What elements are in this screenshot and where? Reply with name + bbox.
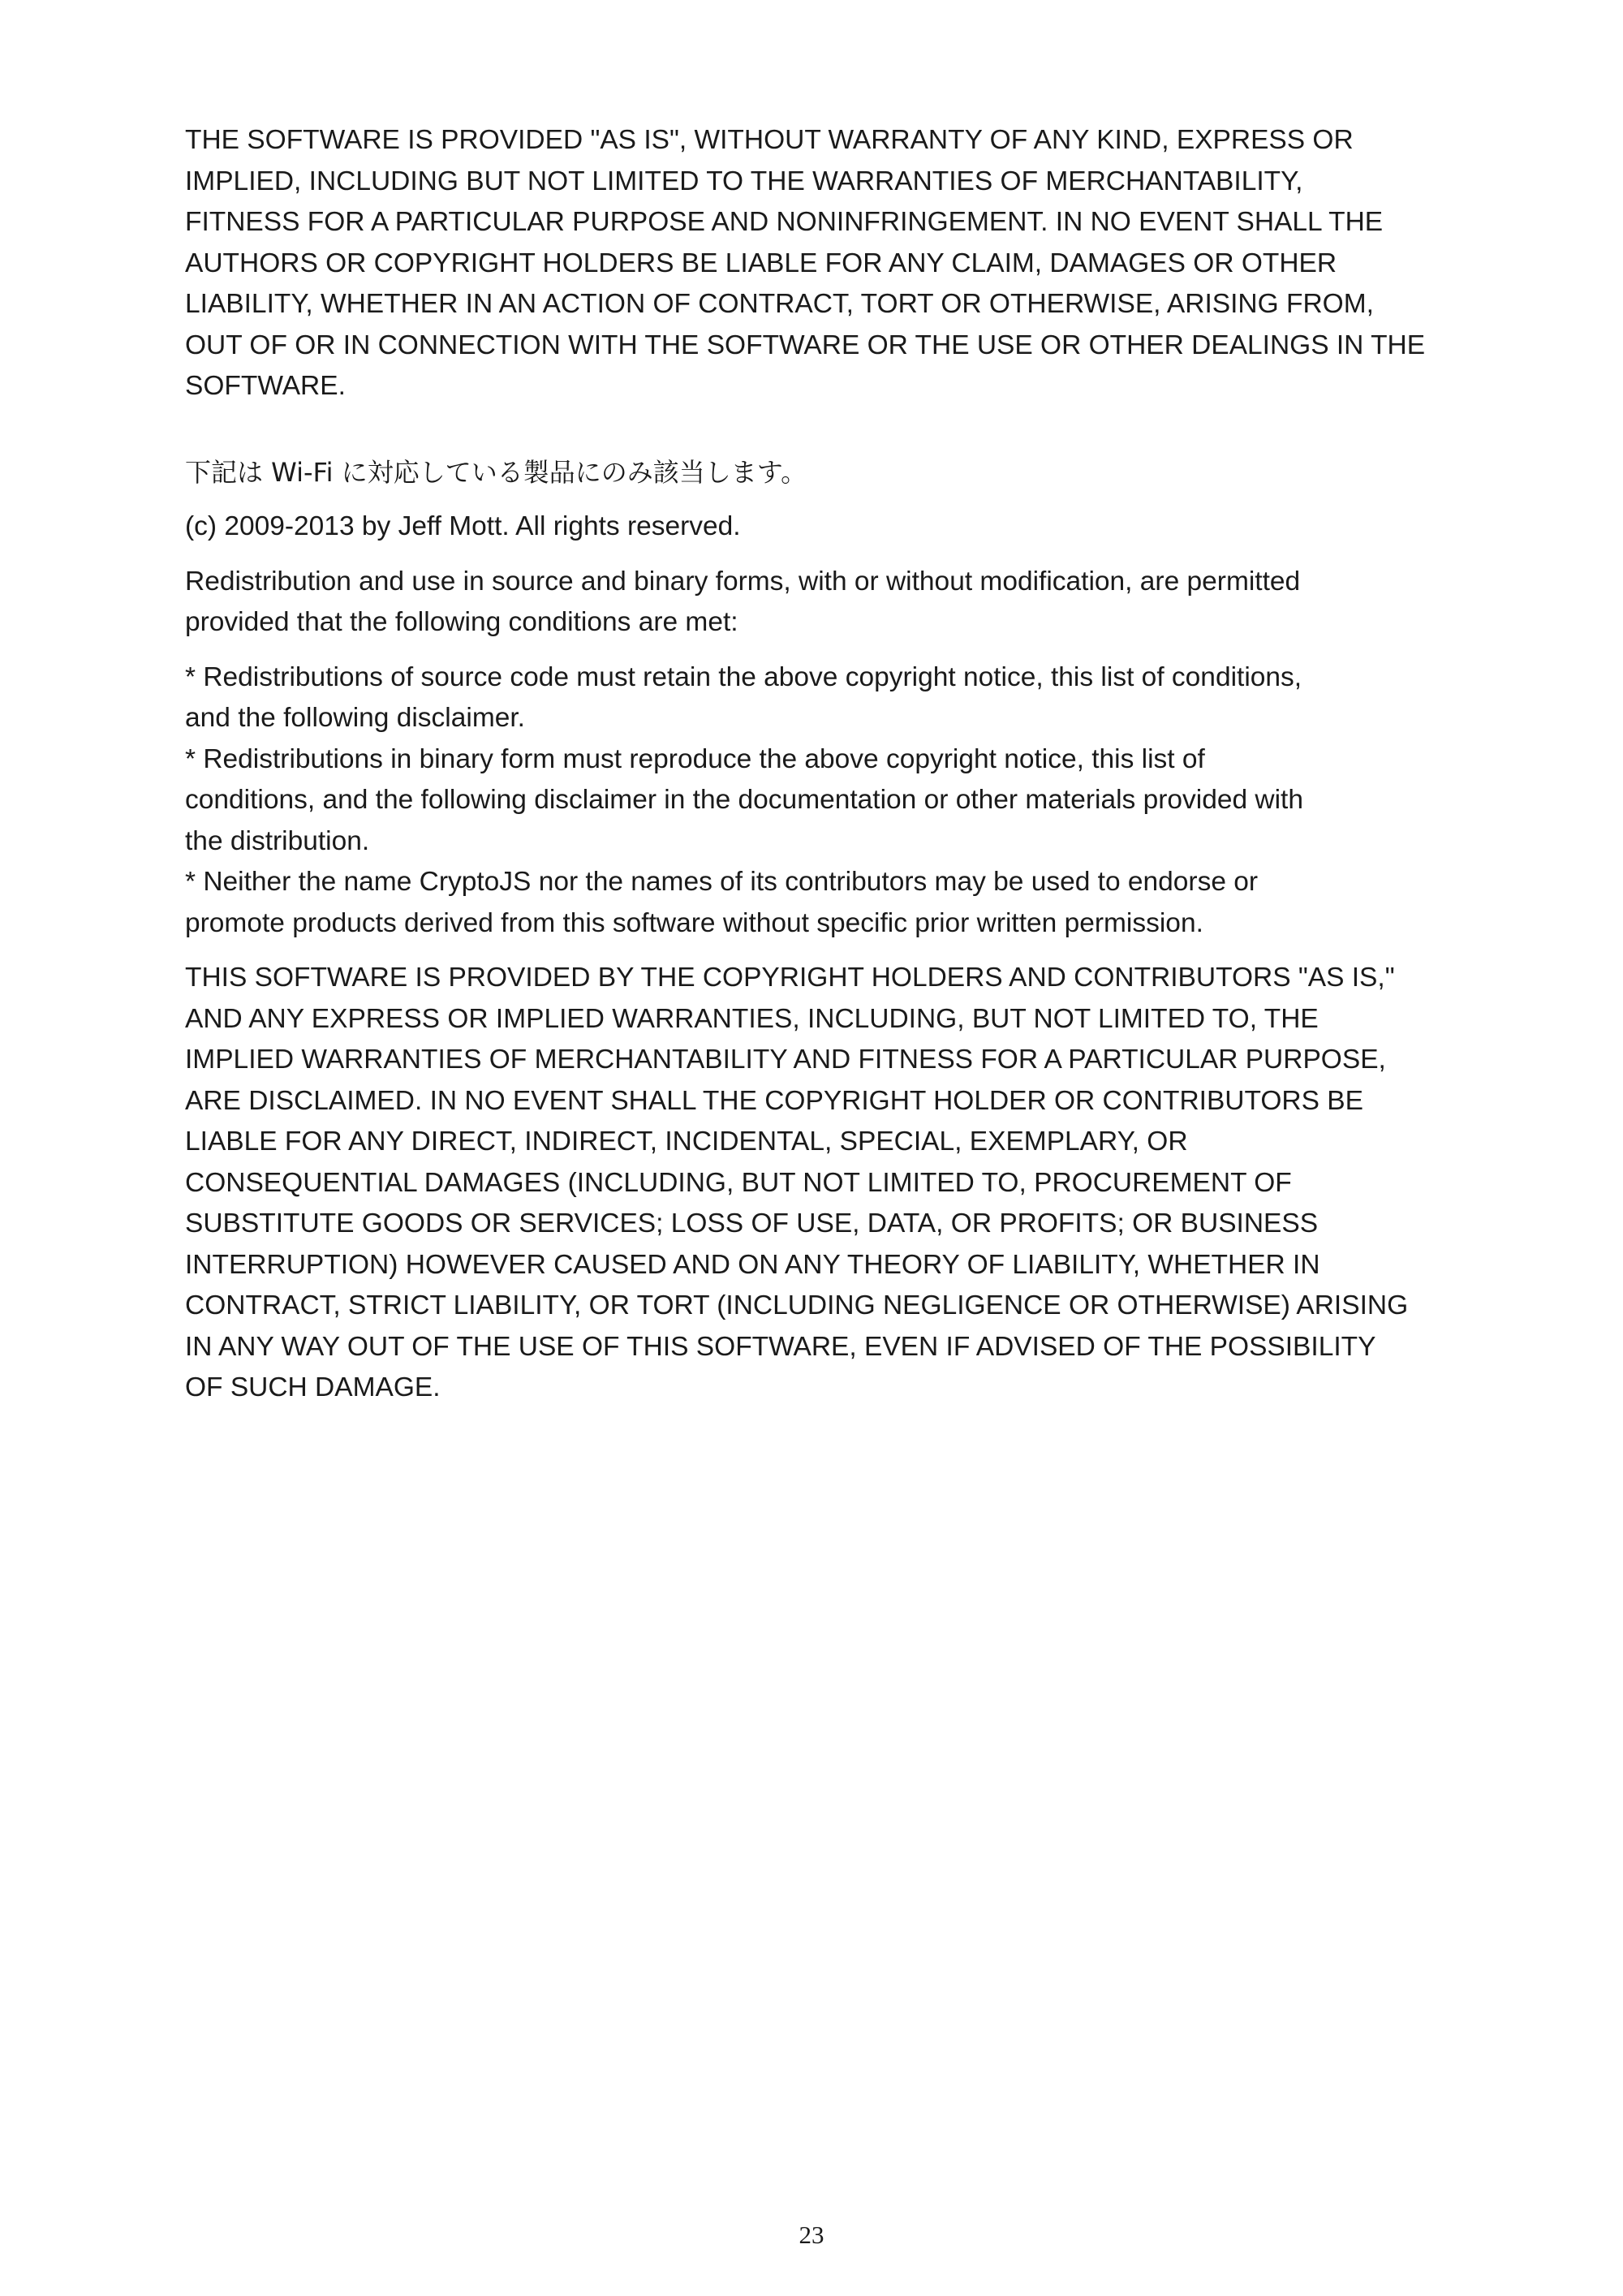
copyright-notice: (c) 2009-2013 by Jeff Mott. All rights reserved. <box>185 511 741 541</box>
text-line: Redistribution and use in source and binary forms, with or without modification, are permitted <box>185 566 1301 597</box>
text-line: AND ANY EXPRESS OR IMPLIED WARRANTIES, INCLUDING, BUT NOT LIMITED TO, THE <box>185 1003 1319 1034</box>
condition-line: * Redistributions in binary form must reproduce the above copyright notice, this list of <box>185 743 1205 774</box>
wifi-applicability-note: 下記は Wi-Fi に対応している製品にのみ該当します。 <box>185 456 807 488</box>
condition-line: * Redistributions of source code must retain the above copyright notice, this list of conditions, <box>185 661 1302 692</box>
text-line: IN ANY WAY OUT OF THE USE OF THIS SOFTWARE, EVEN IF ADVISED OF THE POSSIBILITY <box>185 1331 1376 1362</box>
text-line: THE SOFTWARE IS PROVIDED "AS IS", WITHOUT WARRANTY OF ANY KIND, EXPRESS OR <box>185 125 1354 155</box>
text-line: FITNESS FOR A PARTICULAR PURPOSE AND NONINFRINGEMENT. IN NO EVENT SHALL THE <box>185 207 1384 237</box>
bsd-disclaimer-paragraph <box>185 958 1492 1409</box>
license-text-body <box>185 120 1492 1409</box>
condition-line: promote products derived from this software without specific prior written permission. <box>185 907 1203 938</box>
spacer <box>185 438 1492 452</box>
condition-line: * Neither the name CryptoJS nor the names of its contributors may be used to endorse or <box>185 867 1259 897</box>
text-line: IMPLIED, INCLUDING BUT NOT LIMITED TO THE WARRANTIES OF MERCHANTABILITY, <box>185 166 1303 196</box>
text-line: LIABILITY, WHETHER IN AN ACTION OF CONTRACT, TORT OR OTHERWISE, ARISING FROM, <box>185 289 1374 319</box>
text-line: ARE DISCLAIMED. IN NO EVENT SHALL THE COPYRIGHT HOLDER OR CONTRIBUTORS BE <box>185 1085 1363 1116</box>
spacer <box>185 944 1492 958</box>
text-line: OF SUCH DAMAGE. <box>185 1372 441 1402</box>
text-line: IMPLIED WARRANTIES OF MERCHANTABILITY AND FITNESS FOR A PARTICULAR PURPOSE, <box>185 1045 1386 1075</box>
text-line: CONSEQUENTIAL DAMAGES (INCLUDING, BUT NOT LIMITED TO, PROCUREMENT OF <box>185 1167 1292 1198</box>
text-line: SUBSTITUTE GOODS OR SERVICES; LOSS OF USE, DATA, OR PROFITS; OR BUSINESS <box>185 1208 1319 1238</box>
page-number: 23 <box>799 2221 824 2249</box>
spacer <box>185 493 1492 506</box>
condition-line: conditions, and the following disclaimer in the documentation or other materials provided with <box>185 785 1303 815</box>
condition-line: and the following disclaimer. <box>185 703 525 733</box>
text-line: INTERRUPTION) HOWEVER CAUSED AND ON ANY THEORY OF LIABILITY, WHETHER IN <box>185 1249 1320 1280</box>
text-line: AUTHORS OR COPYRIGHT HOLDERS BE LIABLE FOR ANY CLAIM, DAMAGES OR OTHER <box>185 248 1337 278</box>
mit-disclaimer-paragraph <box>185 120 1492 407</box>
text-line: OUT OF OR IN CONNECTION WITH THE SOFTWARE OR THE USE OR OTHER DEALINGS IN THE <box>185 330 1426 360</box>
spacer <box>185 644 1492 657</box>
text-line: provided that the following conditions are met: <box>185 607 738 637</box>
spacer <box>185 407 1492 438</box>
text-line: THIS SOFTWARE IS PROVIDED BY THE COPYRIGHT HOLDERS AND CONTRIBUTORS "AS IS," <box>185 963 1395 993</box>
text-line: SOFTWARE. <box>185 371 346 401</box>
condition-line: the distribution. <box>185 825 370 856</box>
redistribution-intro-paragraph <box>185 562 1492 644</box>
text-line: LIABLE FOR ANY DIRECT, INDIRECT, INCIDENTAL, SPECIAL, EXEMPLARY, OR <box>185 1126 1188 1157</box>
text-line: CONTRACT, STRICT LIABILITY, OR TORT (INCLUDING NEGLIGENCE OR OTHERWISE) ARISING <box>185 1290 1409 1320</box>
conditions-list <box>185 657 1492 945</box>
spacer <box>185 548 1492 562</box>
